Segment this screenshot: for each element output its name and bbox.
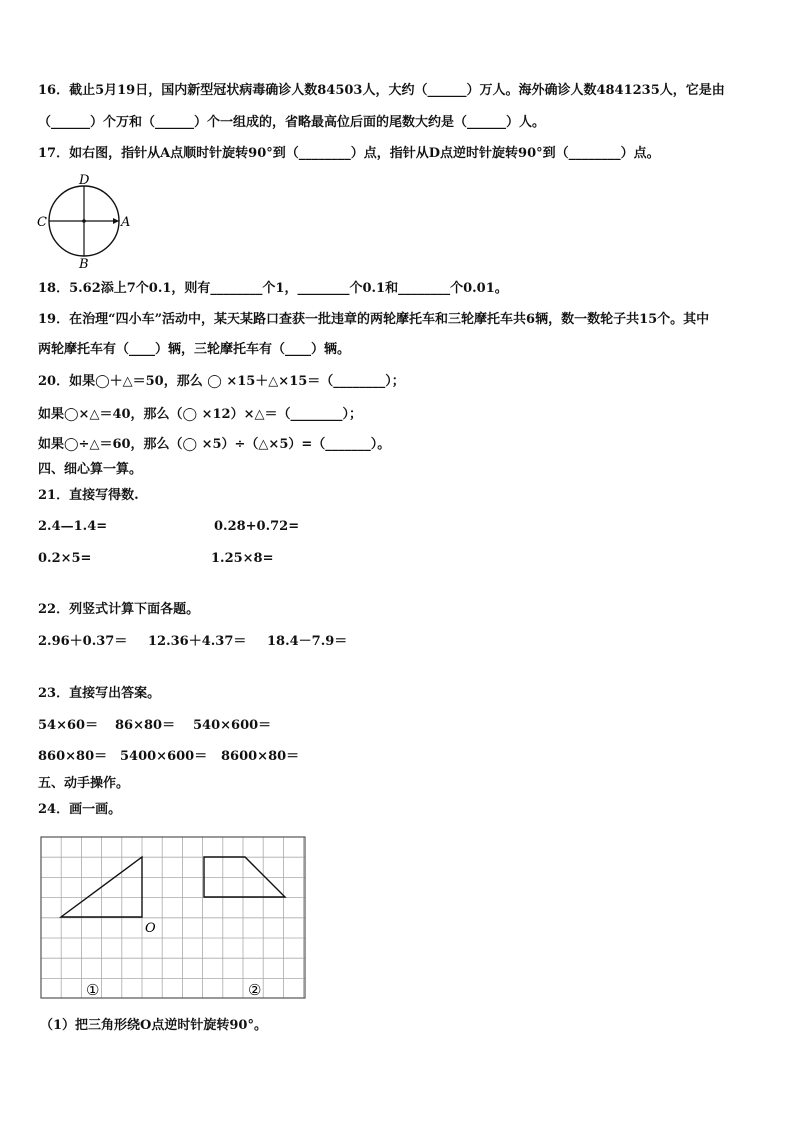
q20-line3: 如果◯÷△＝60，那么（◯ ×5）÷（△×5）=（_______）。 <box>38 437 391 452</box>
q22-item-1: 2.96＋0.37＝ <box>38 634 128 649</box>
q21-item-3: 0.2×5= <box>38 551 92 566</box>
q21-item-2: 0.28+0.72= <box>214 519 300 534</box>
q18-text: 18．5.62添上7个0.1，则有________个1，________个0.1和________个0.01。 <box>38 281 508 296</box>
q16-line1: 16．截止5月19日，国内新型冠状病毒确诊人数84503人，大约（______）万人。海外确诊人数4841235人，它是由 <box>38 83 725 98</box>
q23-title: 23．直接写出答案。 <box>38 686 161 701</box>
center-dot <box>82 219 86 223</box>
q23-item-1: 54×60＝ <box>38 718 99 733</box>
q22-item-2: 12.36＋4.37＝ <box>148 634 247 649</box>
q23-item-3: 540×600＝ <box>193 718 272 733</box>
label-b: B <box>79 257 89 272</box>
q22-title: 22．列竖式计算下面各题。 <box>38 602 200 617</box>
q24-grid-figure <box>40 836 308 1002</box>
q17-text: 17．如右图，指针从A点顺时针旋转90°到（________）点，指针从D点逆时针旋转90°到（________）点。 <box>38 146 660 161</box>
q21-title: 21．直接写得数. <box>38 488 139 503</box>
pointer-arrowhead <box>113 218 119 224</box>
label-a: A <box>121 215 131 230</box>
q19-line1: 19．在治理“四小车”活动中，某天某路口查获一批违章的两轮摩托车和三轮摩托车共6辆，数一数轮子共15个。其中 <box>38 312 710 327</box>
section4-heading: 四、细心算一算。 <box>38 462 143 477</box>
q20-line2: 如果◯×△＝40，那么（◯ ×12）×△＝（________）； <box>38 407 362 422</box>
q23-item-5: 5400×600＝ <box>120 749 208 764</box>
q24-sub1: （1）把三角形绕O点逆时针旋转90°。 <box>40 1018 267 1033</box>
label-figure-2: ② <box>248 981 262 999</box>
q22-item-3: 18.4－7.9＝ <box>267 634 348 649</box>
q16-line2: （______）个万和（______）个一组成的，省略最高位后面的尾数大约是（______）人。 <box>38 115 546 130</box>
q20-line1: 20．如果◯＋△＝50，那么 ◯ ×15＋△×15＝（________）； <box>38 374 405 389</box>
section5-heading: 五、动手操作。 <box>38 776 130 791</box>
q23-item-2: 86×80＝ <box>115 718 176 733</box>
q24-title: 24．画一画。 <box>38 802 122 817</box>
label-o: O <box>145 921 156 936</box>
label-figure-1: ① <box>86 981 100 999</box>
q23-item-4: 860×80＝ <box>38 749 108 764</box>
q23-item-6: 8600×80＝ <box>221 749 300 764</box>
q21-item-4: 1.25×8= <box>211 551 274 566</box>
q21-item-1: 2.4—1.4= <box>38 519 108 534</box>
label-d: D <box>79 173 90 188</box>
q19-line2: 两轮摩托车有（____）辆，三轮摩托车有（____）辆。 <box>38 342 351 357</box>
label-c: C <box>37 215 47 230</box>
q17-clock-diagram <box>34 170 140 272</box>
